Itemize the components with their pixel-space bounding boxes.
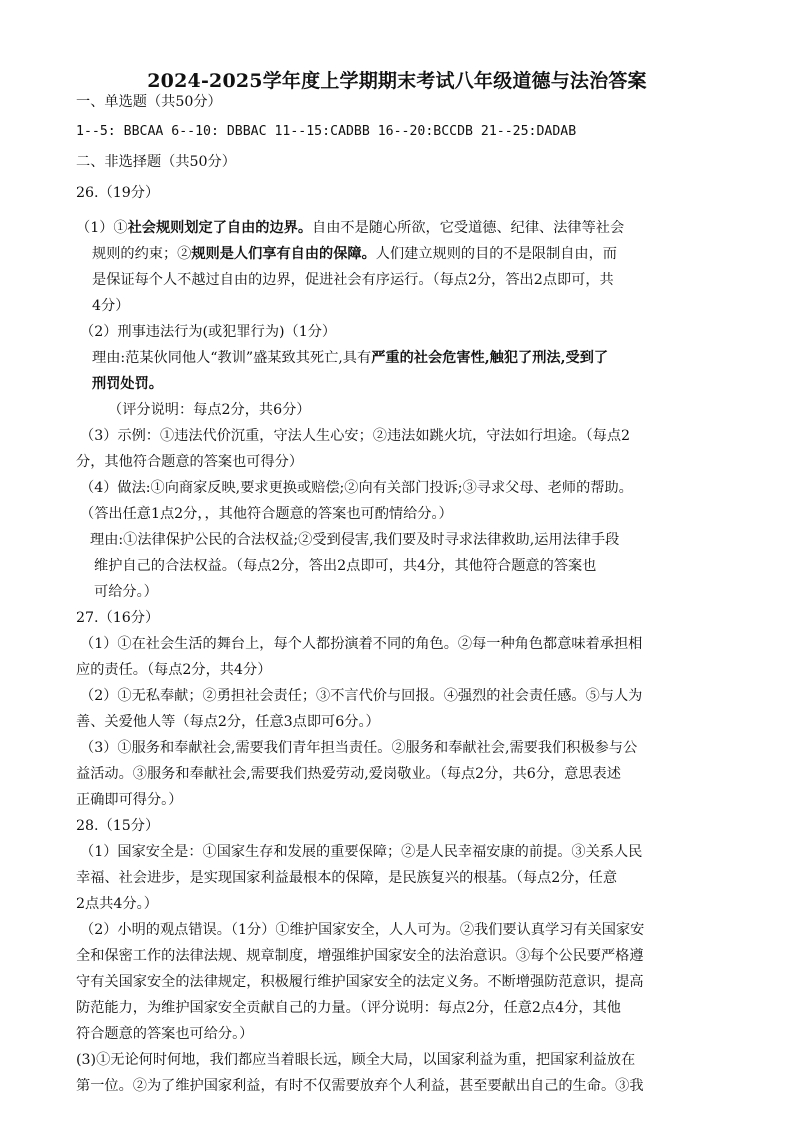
key-point-bold: 严重的社会危害性,触犯了刑法,受到了 <box>371 350 609 366</box>
q26-part1-line4: 4分） <box>92 298 130 314</box>
section-heading-single-choice: 一、单选题（共50分） <box>76 94 222 110</box>
key-point-bold: 规则是人们享有自由的保障。 <box>191 246 376 262</box>
text-run: （1）① <box>76 220 128 236</box>
q27-part2-line1: （2）①无私奉献；②勇担社会责任；③不言代价与回报。④强烈的社会责任感。⑤与人为 <box>80 688 643 704</box>
question-28-heading: 28.（15分） <box>76 818 160 834</box>
text-run: 规则的约束；② <box>92 246 192 262</box>
question-26-heading: 26.（19分） <box>76 185 160 201</box>
q26-part3-line1: （3）示例：①违法代价沉重，守法人生心安；②违法如跳火坑，守法如行坦途。（每点2 <box>80 428 631 444</box>
q26-part2-scoring-note: （评分说明：每点2分，共6分） <box>108 402 311 418</box>
q26-part2-reason-line1 <box>92 348 608 368</box>
key-point-bold: 社会规则划定了自由的边界。 <box>127 220 313 236</box>
key-point-bold: 刑罚处罚。 <box>92 376 163 392</box>
q26-part2-reason-line2 <box>92 374 163 394</box>
q28-part2-line3: 守有关国家安全的法律规定，积极履行维护国家安全的法定义务。不断增强防范意识，提高 <box>76 974 644 990</box>
text-run: 人们建立规则的目的不是限制自由，而 <box>375 246 617 262</box>
q26-part2-line1: （2）刑事违法行为(或犯罪行为)（1分） <box>80 324 337 340</box>
q26-part4-reason-line2: 维护自己的合法权益。（每点2分，答出2点即可，共4分，其他符合题意的答案也 <box>94 558 597 574</box>
q28-part2-line1: （2）小明的观点错误。（1分）①维护国家安全，人人可为。②我们要认真学习有关国家安 <box>80 922 645 938</box>
q27-part1-line1: （1）①在社会生活的舞台上，每个人都扮演着不同的角色。②每一种角色都意味着承担相 <box>80 636 643 652</box>
q28-part3-line1: (3)①无论何时何地，我们都应当着眼长远，顾全大局，以国家利益为重，把国家利益放在 <box>76 1052 636 1068</box>
q26-part4-reason-line3: 可给分。） <box>94 584 158 600</box>
q27-part3-line2: 益活动。③服务和奉献社会,需要我们热爱劳动,爱岗敬业。（每点2分，共6分，意思表述 <box>76 766 621 782</box>
q27-part2-line2: 善、关爱他人等（每点2分，任意3点即可6分。） <box>76 714 380 730</box>
q28-part2-line5: 符合题意的答案也可给分。） <box>76 1026 254 1042</box>
q28-part1-line2: 幸福、社会进步，是实现国家利益最根本的保障，是民族复兴的根基。（每点2分，任意 <box>76 870 618 886</box>
q28-part2-line4: 防范能力，为维护国家安全贡献自己的力量。（评分说明：每点2分，任意2点4分，其他 <box>76 1000 621 1016</box>
section-heading-non-choice: 二、非选择题（共50分） <box>76 154 236 170</box>
q26-part1-line1 <box>76 218 624 238</box>
q26-part4-line2: （答出任意1点2分，，其他符合题意的答案也可酌情给分。） <box>80 506 453 522</box>
q27-part1-line2: 应的责任。（每点2分，共4分） <box>76 662 272 678</box>
q26-part4-reason-line1: 理由:①法律保护公民的合法权益;②受到侵害,我们要及时寻求法律救助,运用法律手段 <box>90 532 620 548</box>
q27-part3-line3: 正确即可得分。） <box>76 792 183 808</box>
q27-part3-line1: （3）①服务和奉献社会,需要我们青年担当责任。②服务和奉献社会,需要我们积极参与公 <box>80 740 638 756</box>
q26-part1-line2 <box>92 244 617 264</box>
document-title: 2024-2025学年度上学期期末考试八年级道德与法治答案 <box>147 70 647 92</box>
text-run: 自由不是随心所欲，它受道德、纪律、法律等社会 <box>312 220 625 236</box>
q26-part3-line2: 分，其他符合题意的答案也可得分） <box>76 454 304 470</box>
question-27-heading: 27.（16分） <box>76 610 160 626</box>
q26-part4-line1: （4）做法:①向商家反映,要求更换或赔偿;②向有关部门投诉;③寻求父母、老师的帮助。 <box>80 480 633 496</box>
q28-part1-line1: （1）国家安全是：①国家生存和发展的重要保障；②是人民幸福安康的前提。③关系人民 <box>80 844 643 860</box>
q28-part1-line3: 2点共4分。） <box>76 896 158 912</box>
q28-part3-line2: 第一位。②为了维护国家利益，有时不仅需要放弃个人利益，甚至要献出自己的生命。③我 <box>76 1078 644 1094</box>
q26-part1-line3: 是保证每个人不越过自由的边界，促进社会有序运行。（每点2分，答出2点即可，共 <box>92 272 614 288</box>
text-run: 理由:范某伙同他人“教训”盛某致其死亡,具有 <box>92 350 372 366</box>
single-choice-answer-key: 1--5: BBCAA 6--10: DBBAC 11--15:CADBB 16--20:BCCDB 21--25:DADAB <box>76 124 577 139</box>
q28-part2-line2: 全和保密工作的法律法规、规章制度，增强维护国家安全的法治意识。③每个公民要严格遵 <box>76 948 644 964</box>
